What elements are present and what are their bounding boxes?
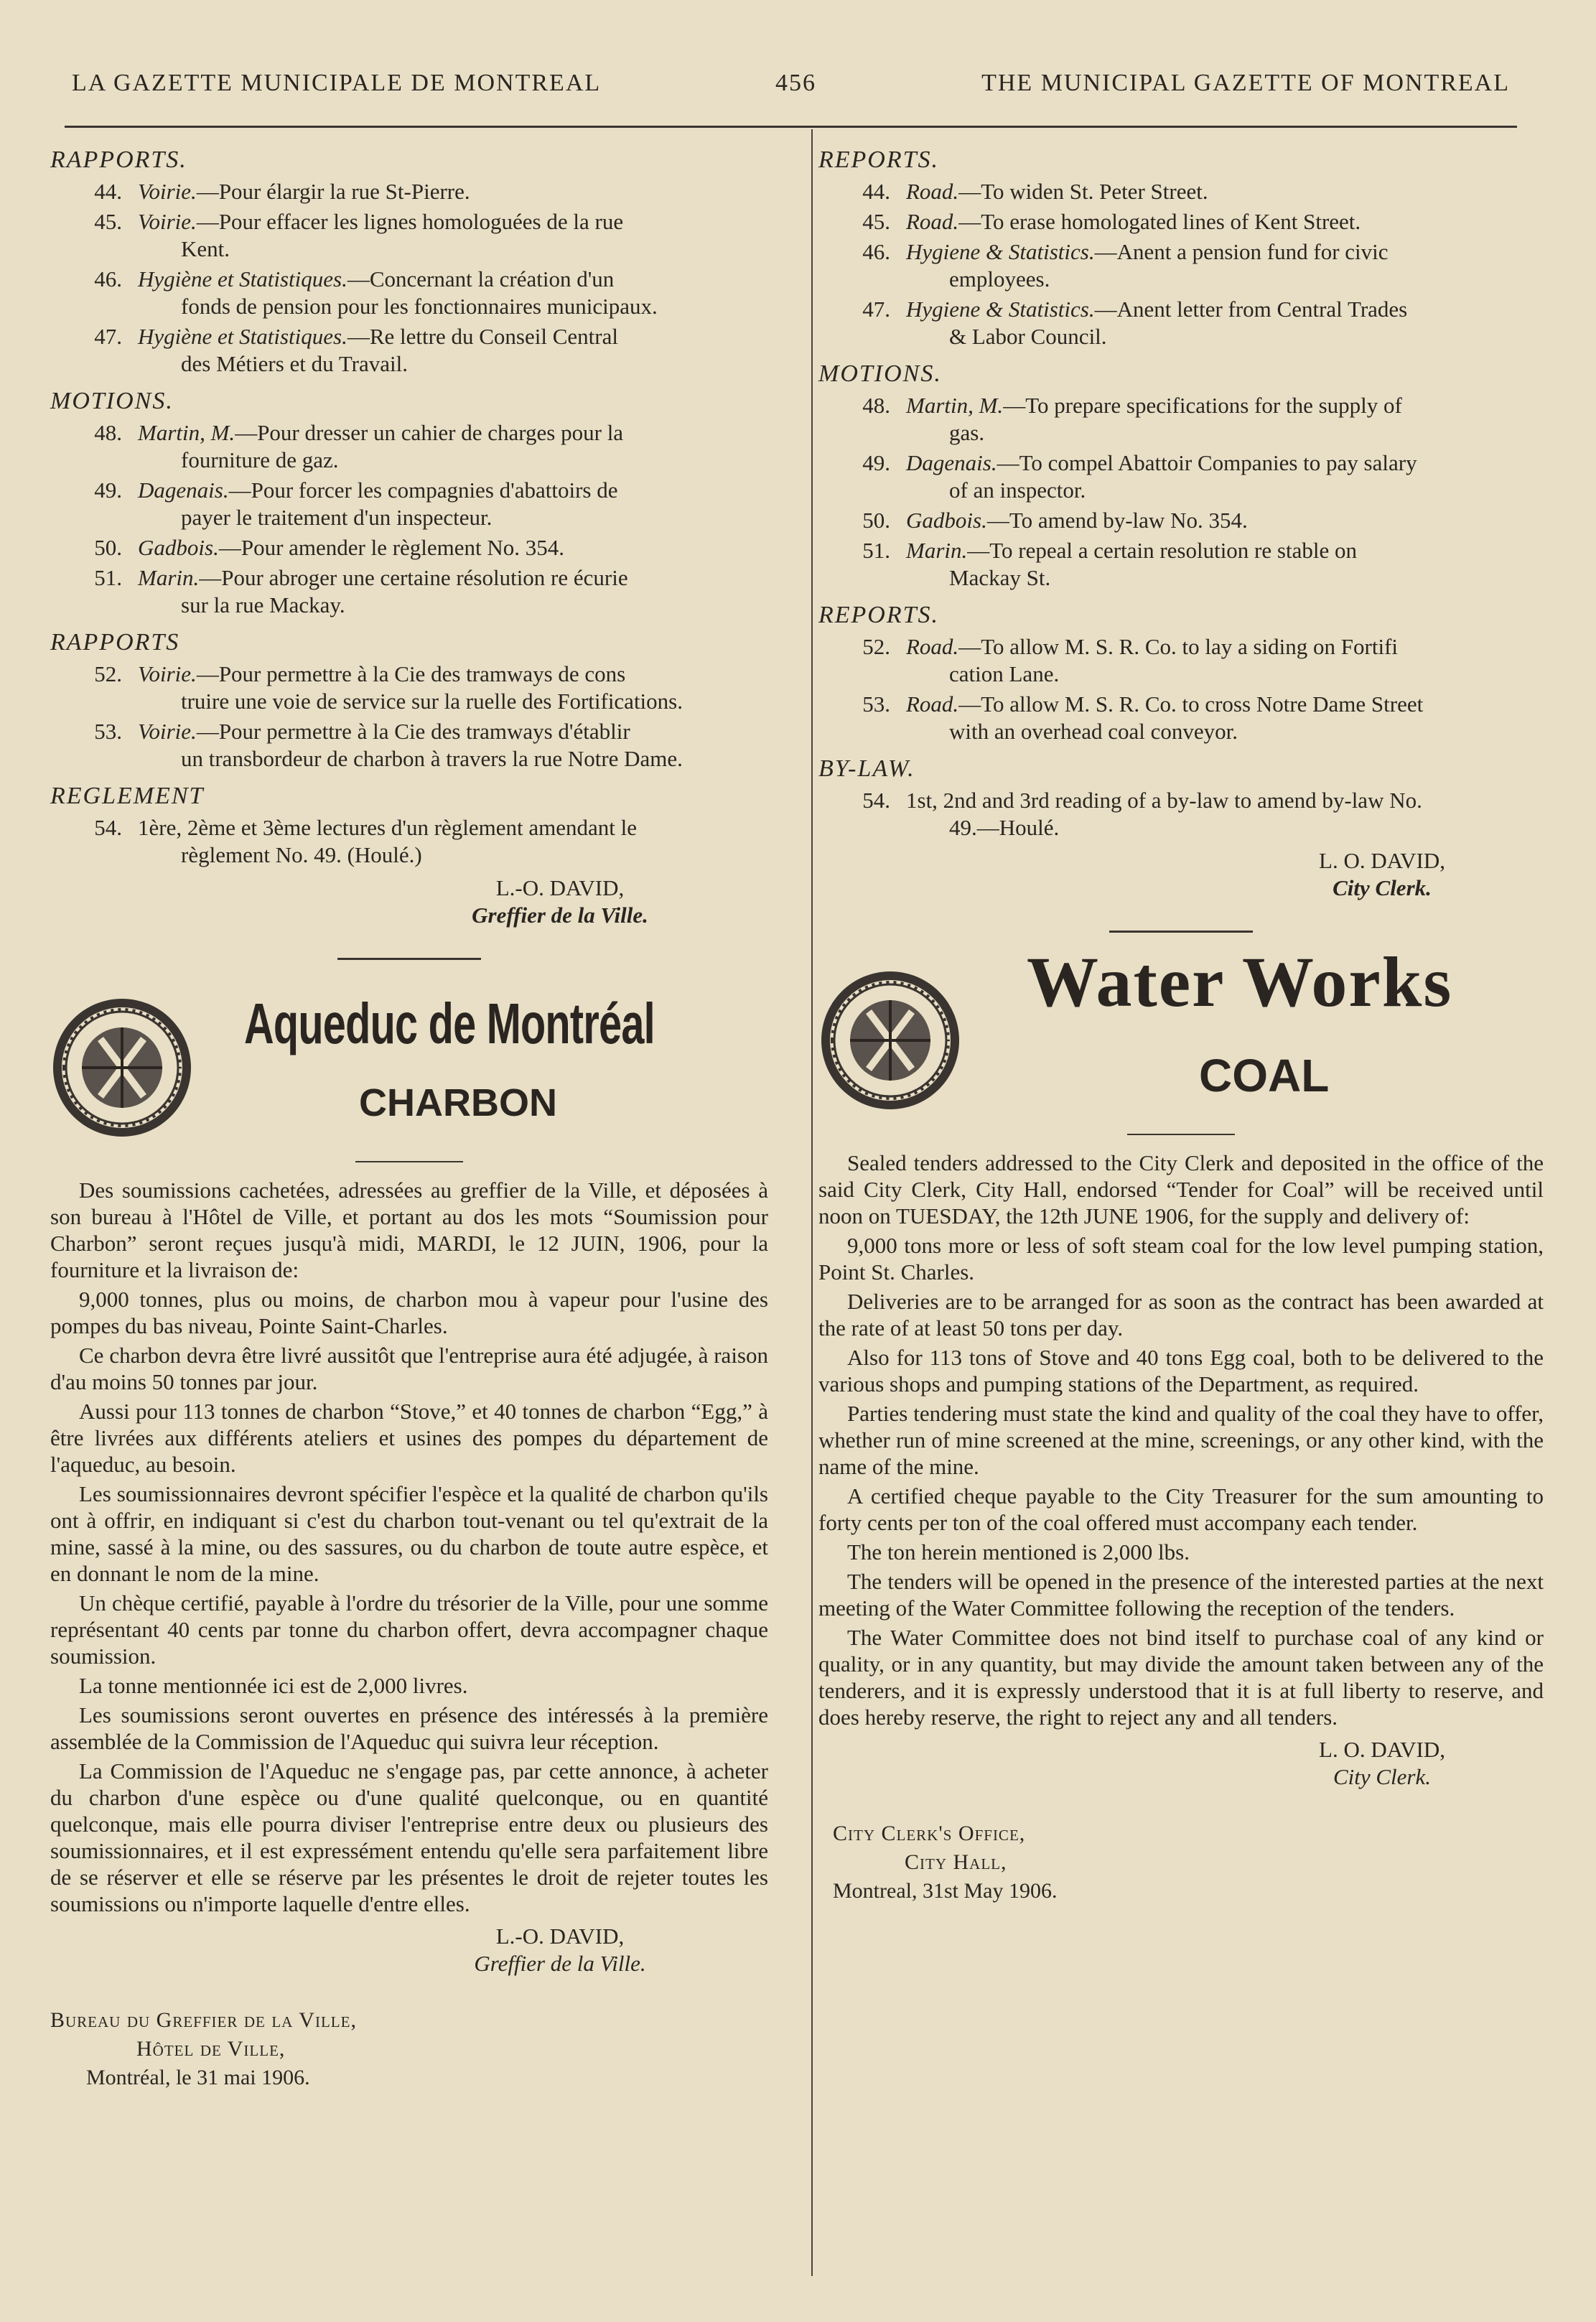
item-body: —To compel Abattoir Companies to pay salary [997, 450, 1417, 475]
english-notice-signature [818, 1736, 1544, 1791]
item-number: 51. [94, 565, 122, 590]
item-continuation: payer le traitement d'un inspecteur. [181, 505, 493, 530]
item-number: 53. [862, 691, 890, 717]
section-title: RAPPORTS [50, 629, 180, 656]
section-title: REPORTS. [818, 602, 940, 628]
item-subject: Dagenais. [906, 450, 997, 475]
agenda-item [50, 661, 768, 715]
item-body: —Pour dresser un cahier de charges pour la [235, 420, 624, 445]
agenda-item [50, 178, 768, 205]
item-subject: Hygiène et Statistiques. [138, 266, 347, 292]
signature-title: Greffier de la Ville. [474, 1951, 646, 1976]
item-number: 45. [862, 209, 890, 234]
item-number: 49. [94, 477, 122, 503]
item-text [906, 537, 1544, 592]
signature-name: L. O. DAVID, [1319, 848, 1445, 873]
item-text [906, 208, 1544, 236]
item-subject: Road. [906, 634, 959, 659]
item-body: —Pour abroger une certaine résolution re écurie [199, 565, 628, 590]
item-text [138, 178, 768, 205]
item-subject: Voirie. [138, 209, 197, 234]
agenda-item [50, 534, 768, 561]
item-text [906, 787, 1544, 841]
item-body: —Pour permettre à la Cie des tramways d'établir [196, 719, 630, 744]
agenda-item [50, 564, 768, 619]
notice-rule [355, 1161, 463, 1162]
item-subject: Dagenais. [138, 477, 229, 503]
notice-paragraph: Les soumissionnaires devront spécifier l'espèce et la qualité de charbon qu'ils ont à offrir, en indiquant si c'est du charbon tout-venant ou tel qu'extrait de la mine, sassé à la mine, ou des sassures, ou du charbon de toute autre espèce, et en donnant le nom de la mine. [50, 1481, 768, 1586]
item-continuation: sur la rue Mackay. [181, 592, 345, 617]
item-number: 48. [862, 393, 890, 418]
notice-subtitle: CHARBON [359, 1081, 557, 1124]
notice-paragraph: Sealed tenders addressed to the City Clerk and deposited in the office of the said City Clerk, City Hall, endorsed “Tender for Coal” will be received until noon on TUESDAY, the 12th JUNE 1906, for the supply and delivery of: [818, 1150, 1544, 1228]
french-notice-signature [50, 1923, 768, 1977]
item-body: —To allow M. S. R. Co. to cross Notre Dame Street [958, 691, 1424, 717]
item-continuation: un transbordeur de charbon à travers la rue Notre Dame. [181, 746, 683, 771]
section-title: REPORTS. [818, 146, 940, 173]
agenda-item [50, 814, 768, 869]
signature-title: City Clerk. [1333, 1764, 1432, 1789]
item-text [138, 208, 768, 263]
city-seal-icon [818, 969, 962, 1112]
signature-name: L. O. DAVID, [1319, 1737, 1445, 1762]
item-text [138, 661, 768, 715]
item-continuation: gas. [949, 420, 985, 445]
office-line: City Clerk's Office, [833, 1822, 1026, 1845]
notice-paragraph: A certified cheque payable to the City Treasurer for the sum amounting to forty cents per ton of the coal offered must accompany each tender. [818, 1483, 1544, 1535]
item-subject: Martin, M. [906, 393, 1004, 418]
notice-paragraph: Des soumissions cachetées, adressées au greffier de la Ville, et déposées à son bureau à l'Hôtel de Ville, et portant au dos les mots “Soumission pour Charbon” seront reçues jusqu'à midi, MARDI, le 12 JUIN, 1906, pour la fourniture et la livraison de: [50, 1178, 768, 1282]
french-agenda [50, 146, 768, 869]
notice-paragraph: Ce charbon devra être livré aussitôt que l'entreprise aura été adjugée, à raison d'au moins 50 tonnes par jour. [50, 1343, 768, 1394]
signature-name: L.-O. DAVID, [495, 875, 625, 900]
french-notice-header [50, 982, 768, 1154]
item-text [906, 633, 1544, 688]
item-subject: Road. [906, 179, 959, 204]
item-number: 44. [94, 179, 122, 204]
item-number: 50. [94, 535, 122, 560]
agenda-item [818, 296, 1544, 350]
notice-paragraph: The Water Committee does not bind itself to purchase coal of any kind or quality, or in any quantity, but may divide the amount taken between any of the tenderers, and it is expressly understood that it is at full liberty to reserve, and does hereby reserve, the right to reject any and all tenders. [818, 1625, 1544, 1730]
french-column [50, 136, 768, 2092]
french-office-address [50, 2006, 768, 2092]
column-divider [811, 129, 813, 2276]
agenda-item [818, 208, 1544, 236]
notice-title: Aqueduc de Montréal [244, 992, 655, 1055]
item-continuation: fonds de pension pour les fonctionnaires municipaux. [181, 294, 658, 319]
item-body: —To erase homologated lines of Kent Street. [958, 209, 1361, 234]
item-subject: Hygiène et Statistiques. [138, 324, 347, 349]
item-body: —To widen St. Peter Street. [958, 179, 1208, 204]
item-text [906, 691, 1544, 745]
item-number: 44. [862, 179, 890, 204]
item-text [138, 477, 768, 531]
item-continuation: truire une voie de service sur la ruelle des Fortifications. [181, 689, 683, 714]
item-body: —Pour amender le règlement No. 354. [218, 535, 565, 560]
section-title: MOTIONS. [50, 388, 174, 414]
notice-paragraph: 9,000 tons more or less of soft steam coal for the low level pumping station, Point St. Charles. [818, 1233, 1544, 1284]
agenda-item [818, 787, 1544, 841]
item-text [906, 238, 1544, 293]
notice-paragraph: 9,000 tonnes, plus ou moins, de charbon mou à vapeur pour l'usine des pompes du bas niveau, Pointe Saint-Charles. [50, 1287, 768, 1338]
section-rule [1109, 931, 1253, 933]
agenda-item [50, 718, 768, 773]
section-title: MOTIONS. [818, 360, 942, 387]
item-continuation: 49.—Houlé. [949, 815, 1060, 840]
item-text [138, 534, 768, 561]
item-number: 45. [94, 209, 122, 234]
notice-paragraph: Un chèque certifié, payable à l'ordre du trésorier de la Ville, pour une somme représentant 40 cents par tonne du charbon offert, devra accompagner chaque soumission. [50, 1590, 768, 1669]
agenda-item [818, 392, 1544, 447]
item-text [906, 392, 1544, 447]
item-continuation: Kent. [181, 236, 230, 261]
item-continuation: des Métiers et du Travail. [181, 351, 408, 376]
item-subject: Gadbois. [138, 535, 219, 560]
french-agenda-signature [50, 875, 768, 929]
notice-paragraph: The ton herein mentioned is 2,000 lbs. [847, 1539, 1190, 1565]
item-number: 52. [862, 634, 890, 659]
item-number: 53. [94, 719, 122, 744]
section-title: RAPPORTS. [50, 146, 187, 173]
item-number: 49. [862, 450, 890, 475]
running-header [65, 61, 1517, 128]
item-body: —To allow M. S. R. Co. to lay a siding on Fortifi [958, 634, 1398, 659]
item-continuation: cation Lane. [949, 661, 1060, 686]
item-number: 46. [94, 266, 122, 292]
item-body: —To repeal a certain resolution re stable on [967, 538, 1357, 563]
item-continuation: with an overhead coal conveyor. [949, 719, 1238, 744]
item-text [906, 449, 1544, 504]
item-subject: Voirie. [138, 719, 197, 744]
item-number: 54. [862, 788, 890, 813]
item-subject: Martin, M. [138, 420, 235, 445]
item-subject: Voirie. [138, 661, 197, 686]
item-number: 47. [94, 324, 122, 349]
french-notice-body [50, 1177, 768, 1917]
item-number: 47. [862, 297, 890, 322]
item-continuation: fourniture de gaz. [181, 447, 339, 472]
notice-paragraph: La Commission de l'Aqueduc ne s'engage pas, par cette annonce, à acheter du charbon d'une espèce ou d'une qualité quelconque, ou en quantité quelconque, mais elle pourra diviser l'entreprise entre deux ou plusieurs des soumissionnaires, et il est expressément entendu qu'elle sera parfaitement libre de se réserver et elle se réserve par les présentes le droit de rejeter toutes les soumissions ou n'importe laquelle d'entre elles. [50, 1758, 768, 1916]
header-left-title: LA GAZETTE MUNICIPALE DE MONTREAL [72, 70, 602, 96]
item-text [138, 323, 768, 378]
header-right-title: THE MUNICIPAL GAZETTE OF MONTREAL [981, 70, 1510, 96]
item-text [138, 419, 768, 474]
english-notice-header [818, 942, 1544, 1127]
item-subject: Voirie. [138, 179, 197, 204]
english-notice-body [818, 1150, 1544, 1730]
item-number: 50. [862, 508, 890, 533]
city-seal-icon [50, 996, 194, 1139]
notice-paragraph: Also for 113 tons of Stove and 40 tons Egg coal, both to be delivered to the various shops and pumping stations of the Department, as required. [818, 1345, 1544, 1397]
item-number: 48. [94, 420, 122, 445]
item-text [906, 296, 1544, 350]
item-body: —Re lettre du Conseil Central [347, 324, 618, 349]
english-agenda [818, 146, 1544, 841]
item-text [906, 507, 1544, 534]
notice-paragraph: Deliveries are to be arranged for as soon as the contract has been awarded at the rate of at least 50 tons per day. [818, 1289, 1544, 1340]
notice-paragraph: Aussi pour 113 tonnes de charbon “Stove,” et 40 tonnes de charbon “Egg,” à être livrées aux différents ateliers et usines des pompes du département de l'aqueduc, au besoin. [50, 1399, 768, 1477]
office-line: Montreal, 31st May 1906. [833, 1879, 1058, 1903]
item-continuation: règlement No. 49. (Houlé.) [181, 842, 422, 867]
item-text [138, 266, 768, 320]
item-subject: Gadbois. [906, 508, 987, 533]
page-number: 456 [775, 70, 816, 96]
signature-name: L.-O. DAVID, [495, 1924, 625, 1949]
item-continuation: employees. [949, 266, 1050, 292]
item-number: 54. [94, 815, 122, 840]
office-line: City Hall, [905, 1850, 1007, 1874]
item-subject: Road. [906, 691, 959, 717]
notice-rule [1127, 1134, 1235, 1135]
signature-title: City Clerk. [1333, 875, 1432, 900]
item-body: —Concernant la création d'un [347, 266, 615, 292]
english-agenda-signature [818, 847, 1544, 902]
item-body: 1st, 2nd and 3rd reading of a by-law to amend by-law No. [906, 788, 1422, 813]
office-line: Hôtel de Ville, [136, 2037, 286, 2061]
item-continuation: of an inspector. [949, 477, 1086, 503]
agenda-item [818, 178, 1544, 205]
office-line: Bureau du Greffier de la Ville, [50, 2008, 357, 2032]
item-body: —Pour élargir la rue St-Pierre. [196, 179, 470, 204]
item-body: 1ère, 2ème et 3ème lectures d'un règlement amendant le [138, 815, 638, 840]
item-number: 46. [862, 239, 890, 264]
notice-paragraph: La tonne mentionnée ici est de 2,000 livres. [79, 1673, 468, 1698]
item-subject: Marin. [138, 565, 200, 590]
item-number: 51. [862, 538, 890, 563]
item-subject: Road. [906, 209, 959, 234]
agenda-item [50, 419, 768, 474]
item-text [138, 718, 768, 773]
agenda-item [50, 323, 768, 378]
section-title: REGLEMENT [50, 783, 205, 809]
notice-paragraph: The tenders will be opened in the presence of the interested parties at the next meeting of the Water Committee following the reception of the tenders. [818, 1569, 1544, 1621]
notice-paragraph: Parties tendering must state the kind and quality of the coal they have to offer, whether run of mine screened at the mine, screenings, or any other kind, with the name of the mine. [818, 1401, 1544, 1479]
agenda-item [818, 537, 1544, 592]
item-body: —Anent letter from Central Trades [1094, 297, 1408, 322]
item-number: 52. [94, 661, 122, 686]
item-text [906, 178, 1544, 205]
agenda-item [818, 507, 1544, 534]
item-body: —To prepare specifications for the supply of [1003, 393, 1402, 418]
item-continuation: & Labor Council. [949, 324, 1107, 349]
item-text [138, 564, 768, 619]
item-body: —Pour forcer les compagnies d'abattoirs de [228, 477, 618, 503]
english-office-address [818, 1819, 1544, 1906]
signature-title: Greffier de la Ville. [472, 903, 648, 928]
agenda-item [818, 238, 1544, 293]
item-body: —Anent a pension fund for civic [1094, 239, 1389, 264]
item-subject: Marin. [906, 538, 968, 563]
english-column [818, 136, 1544, 1906]
notice-paragraph: Les soumissions seront ouvertes en présence des intéressés à la première assemblée de la Commission de l'Aqueduc qui suivra leur réception. [50, 1702, 768, 1754]
notice-title: Water Works [1027, 942, 1453, 1022]
agenda-item [818, 691, 1544, 745]
agenda-item [50, 477, 768, 531]
office-line: Montréal, le 31 mai 1906. [86, 2066, 310, 2089]
notice-subtitle: COAL [1199, 1050, 1330, 1101]
item-body: —To amend by-law No. 354. [986, 508, 1248, 533]
section-rule [337, 958, 481, 960]
agenda-item [818, 633, 1544, 688]
item-subject: Hygiene & Statistics. [906, 239, 1095, 264]
agenda-item [818, 449, 1544, 504]
item-body: —Pour effacer les lignes homologuées de la rue [196, 209, 624, 234]
item-continuation: Mackay St. [949, 565, 1051, 590]
section-title: BY-LAW. [818, 755, 915, 782]
agenda-item [50, 208, 768, 263]
item-body: —Pour permettre à la Cie des tramways de cons [196, 661, 626, 686]
agenda-item [50, 266, 768, 320]
item-subject: Hygiene & Statistics. [906, 297, 1095, 322]
item-text [138, 814, 768, 869]
